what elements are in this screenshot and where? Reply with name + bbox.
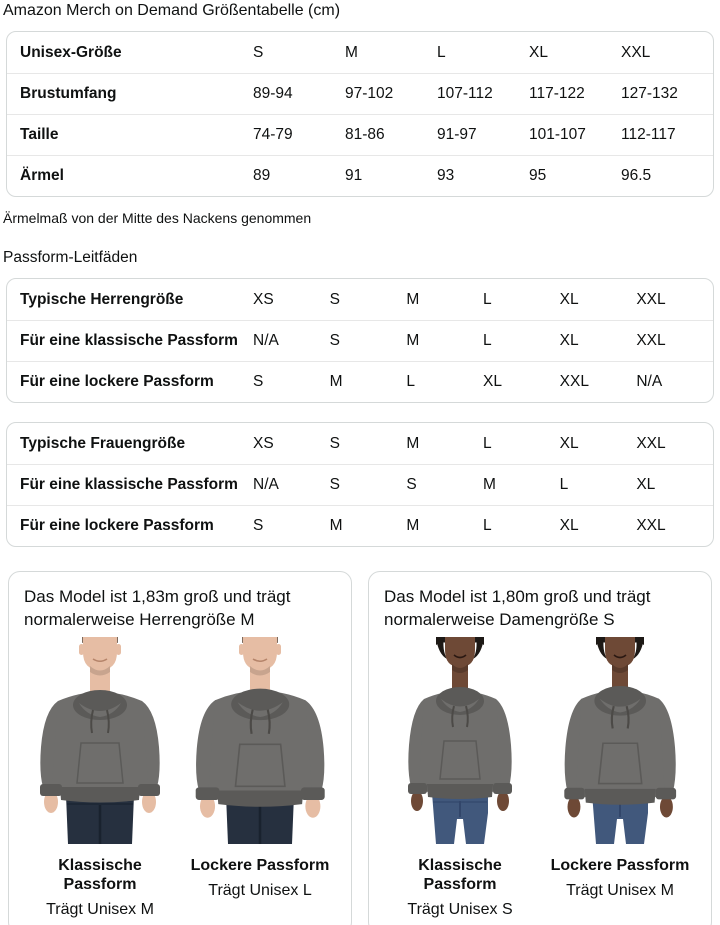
table-cell: N/A xyxy=(636,373,663,390)
figure-classic-fit xyxy=(24,637,176,919)
table-cell: XL xyxy=(529,43,548,61)
row-label: Typische Frauengröße xyxy=(20,434,186,452)
table-cell: 91-97 xyxy=(437,126,477,143)
sleeve-measure-note: Ärmelmaß von der Mitte des Nackens genommen xyxy=(3,210,312,226)
table-cell: 127-132 xyxy=(621,85,678,102)
table-cell: L xyxy=(482,332,492,349)
table-cell: L xyxy=(482,517,492,534)
row-label: Für eine klassische Passform xyxy=(20,332,238,349)
table-row xyxy=(7,279,713,320)
womens-fit-table xyxy=(6,422,714,547)
table-cell: XL xyxy=(559,434,579,452)
mens-fit-table xyxy=(6,278,714,403)
table-cell: 101-107 xyxy=(529,126,586,143)
fit-label: Lockere Passform xyxy=(550,857,690,874)
table-cell: XL xyxy=(482,373,502,390)
table-cell: 107-112 xyxy=(437,85,493,102)
male-loose-fit-photo xyxy=(184,637,336,844)
table-row xyxy=(7,320,713,361)
table-cell: 117-122 xyxy=(529,85,585,102)
table-cell: S xyxy=(253,373,264,390)
table-cell: XL xyxy=(636,476,656,493)
table-cell: XXL xyxy=(559,373,589,390)
table-cell: 74-79 xyxy=(253,126,293,143)
table-row xyxy=(7,73,713,114)
table-cell: XXL xyxy=(636,434,666,452)
table-cell: M xyxy=(406,517,420,534)
female-loose-fit-photo xyxy=(544,637,696,844)
fit-label: Klassische Passform xyxy=(418,857,502,893)
table-cell: 89 xyxy=(253,167,271,184)
page-title: Amazon Merch on Demand Größentabelle (cm) xyxy=(3,2,341,19)
table-cell: 97-102 xyxy=(345,85,394,102)
size-label: Trägt Unisex S xyxy=(407,901,513,918)
row-label: Taille xyxy=(20,126,59,143)
row-label: Brustumfang xyxy=(20,85,117,102)
table-row xyxy=(7,505,713,546)
table-cell: XL xyxy=(559,517,579,534)
table-cell: N/A xyxy=(253,476,279,493)
table-cell: XL xyxy=(559,332,579,349)
table-row xyxy=(7,464,713,505)
male-classic-fit-photo xyxy=(24,637,176,844)
table-row xyxy=(7,114,713,155)
table-cell: M xyxy=(406,290,420,308)
table-cell: 81-86 xyxy=(345,126,385,143)
table-cell: XXL xyxy=(636,290,666,308)
table-cell: XXL xyxy=(636,517,666,534)
size-table xyxy=(6,31,714,197)
table-cell: L xyxy=(482,434,492,452)
table-cell: 96.5 xyxy=(621,167,652,184)
section-title: Passform-Leitfäden xyxy=(3,249,138,266)
table-row xyxy=(7,155,713,196)
table-cell: S xyxy=(406,476,417,493)
size-label: Trägt Unisex M xyxy=(46,901,154,918)
row-label: Für eine lockere Passform xyxy=(20,373,214,390)
model-description: Das Model ist 1,83m groß und trägt normalerweise Herrengröße M xyxy=(24,587,291,629)
table-cell: XS xyxy=(253,290,274,308)
fit-label: Lockere Passform xyxy=(190,857,330,874)
model-description: Das Model ist 1,80m groß und trägt normalerweise Damengröße S xyxy=(384,587,651,629)
table-cell: XL xyxy=(559,290,579,308)
figure-row xyxy=(24,637,336,919)
table-cell: 93 xyxy=(437,167,455,184)
model-cards xyxy=(8,571,712,925)
size-label: Trägt Unisex M xyxy=(566,882,674,899)
table-cell: S xyxy=(253,43,264,61)
table-cell: 112-117 xyxy=(621,126,676,143)
figure-loose-fit xyxy=(184,637,336,919)
female-model-card xyxy=(368,571,712,925)
female-classic-fit-photo xyxy=(384,637,536,844)
table-cell: L xyxy=(406,373,415,390)
table-cell: L xyxy=(437,43,446,61)
table-cell: M xyxy=(406,332,420,349)
row-label: Für eine klassische Passform xyxy=(20,476,238,493)
fit-label: Klassische Passform xyxy=(58,857,142,893)
table-cell: 91 xyxy=(345,167,363,184)
table-cell: M xyxy=(329,517,343,534)
table-cell: N/A xyxy=(253,332,279,349)
row-label: Für eine lockere Passform xyxy=(20,517,214,534)
table-row xyxy=(7,361,713,402)
row-label: Typische Herrengröße xyxy=(20,290,184,308)
table-cell: L xyxy=(559,476,569,493)
figure-loose-fit xyxy=(544,637,696,919)
table-cell: M xyxy=(345,43,358,61)
table-cell: 89-94 xyxy=(253,85,293,102)
table-cell: S xyxy=(253,517,264,534)
table-row xyxy=(7,423,713,464)
table-cell: XXL xyxy=(636,332,666,349)
male-model-card xyxy=(8,571,352,925)
size-label: Trägt Unisex L xyxy=(208,882,312,899)
table-cell: M xyxy=(482,476,496,493)
row-label: Unisex-Größe xyxy=(20,43,122,61)
table-cell: M xyxy=(329,373,343,390)
table-cell: 95 xyxy=(529,167,547,184)
table-cell: S xyxy=(329,434,340,452)
table-cell: XXL xyxy=(621,43,651,61)
table-cell: S xyxy=(329,476,340,493)
table-cell: M xyxy=(406,434,420,452)
table-cell: XS xyxy=(253,434,274,452)
table-cell: S xyxy=(329,290,340,308)
table-cell: S xyxy=(329,332,340,349)
table-row xyxy=(7,32,713,73)
figure-classic-fit xyxy=(384,637,536,919)
figure-row xyxy=(384,637,696,919)
table-cell: L xyxy=(482,290,492,308)
row-label: Ärmel xyxy=(20,167,64,184)
